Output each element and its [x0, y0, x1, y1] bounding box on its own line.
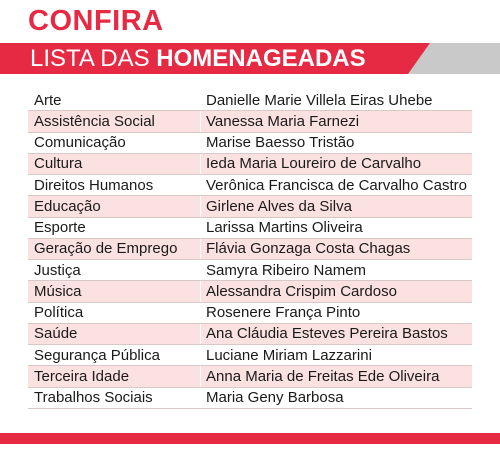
list-row — [28, 154, 472, 175]
list-row — [28, 345, 472, 366]
row-divider — [200, 196, 201, 216]
row-area: Educação — [34, 197, 101, 215]
row-area: Saúde — [34, 325, 78, 343]
list-row — [28, 111, 472, 132]
row-honoree-name: Maria Geny Barbosa — [206, 389, 344, 407]
row-honoree-name: Larissa Martins Oliveira — [206, 219, 363, 237]
row-divider — [200, 324, 201, 344]
row-divider — [200, 239, 201, 259]
list-row — [28, 260, 472, 281]
row-divider — [200, 133, 201, 153]
list-row — [28, 218, 472, 239]
list-row — [28, 239, 472, 260]
row-divider — [200, 260, 201, 280]
page-title: CONFIRA — [28, 5, 164, 37]
row-divider — [200, 388, 201, 408]
row-honoree-name: Flávia Gonzaga Costa Chagas — [206, 240, 411, 258]
row-area: Trabalhos Sociais — [34, 389, 153, 407]
row-honoree-name: Ieda Maria Loureiro de Carvalho — [206, 155, 422, 173]
list-row — [28, 366, 472, 387]
row-area: Arte — [34, 91, 62, 109]
list-banner — [0, 43, 500, 74]
row-honoree-name: Samyra Ribeiro Namem — [206, 261, 367, 279]
row-area: Política — [34, 304, 84, 322]
list-row — [28, 324, 472, 345]
list-row — [28, 303, 472, 324]
row-honoree-name: Danielle Marie Villela Eiras Uhebe — [206, 91, 433, 109]
banner-gray-tab — [408, 43, 500, 74]
list-row — [28, 196, 472, 217]
row-area: Segurança Pública — [34, 346, 160, 364]
row-divider — [200, 175, 201, 195]
row-honoree-name: Rosenere França Pinto — [206, 304, 361, 322]
row-divider — [200, 90, 201, 110]
list-row — [28, 133, 472, 154]
banner-title-bold: HOMENAGEADAS — [156, 45, 366, 72]
row-divider — [200, 111, 201, 131]
row-divider — [200, 345, 201, 365]
list-row — [28, 90, 472, 111]
row-area: Música — [34, 282, 82, 300]
row-divider — [200, 366, 201, 386]
row-area: Geração de Emprego — [34, 240, 178, 258]
row-divider — [200, 303, 201, 323]
list-row — [28, 281, 472, 302]
row-honoree-name: Alessandra Crispim Cardoso — [206, 282, 397, 300]
row-honoree-name: Ana Cláudia Esteves Pereira Bastos — [206, 325, 448, 343]
banner-title — [30, 46, 366, 72]
list-row — [28, 388, 472, 409]
row-area: Direitos Humanos — [34, 176, 154, 194]
row-honoree-name: Girlene Alves da Silva — [206, 197, 352, 215]
row-honoree-name: Verônica Francisca de Carvalho Castro — [206, 176, 467, 194]
row-area: Comunicação — [34, 134, 126, 152]
row-divider — [200, 154, 201, 174]
row-honoree-name: Luciane Miriam Lazzarini — [206, 346, 372, 364]
row-honoree-name: Vanessa Maria Farnezi — [206, 112, 360, 130]
bottom-accent-bar — [0, 433, 500, 444]
row-honoree-name: Anna Maria de Freitas Ede Oliveira — [206, 367, 440, 385]
row-divider — [200, 218, 201, 238]
row-divider — [200, 281, 201, 301]
row-area: Terceira Idade — [34, 367, 130, 385]
banner-title-prefix: LISTA DAS — [30, 45, 157, 72]
row-honoree-name: Marise Baesso Tristão — [206, 134, 355, 152]
row-area: Cultura — [34, 155, 83, 173]
row-area: Justiça — [34, 261, 81, 279]
row-area: Esporte — [34, 219, 86, 237]
honorees-list — [28, 90, 472, 409]
list-row — [28, 175, 472, 196]
row-area: Assistência Social — [34, 112, 155, 130]
